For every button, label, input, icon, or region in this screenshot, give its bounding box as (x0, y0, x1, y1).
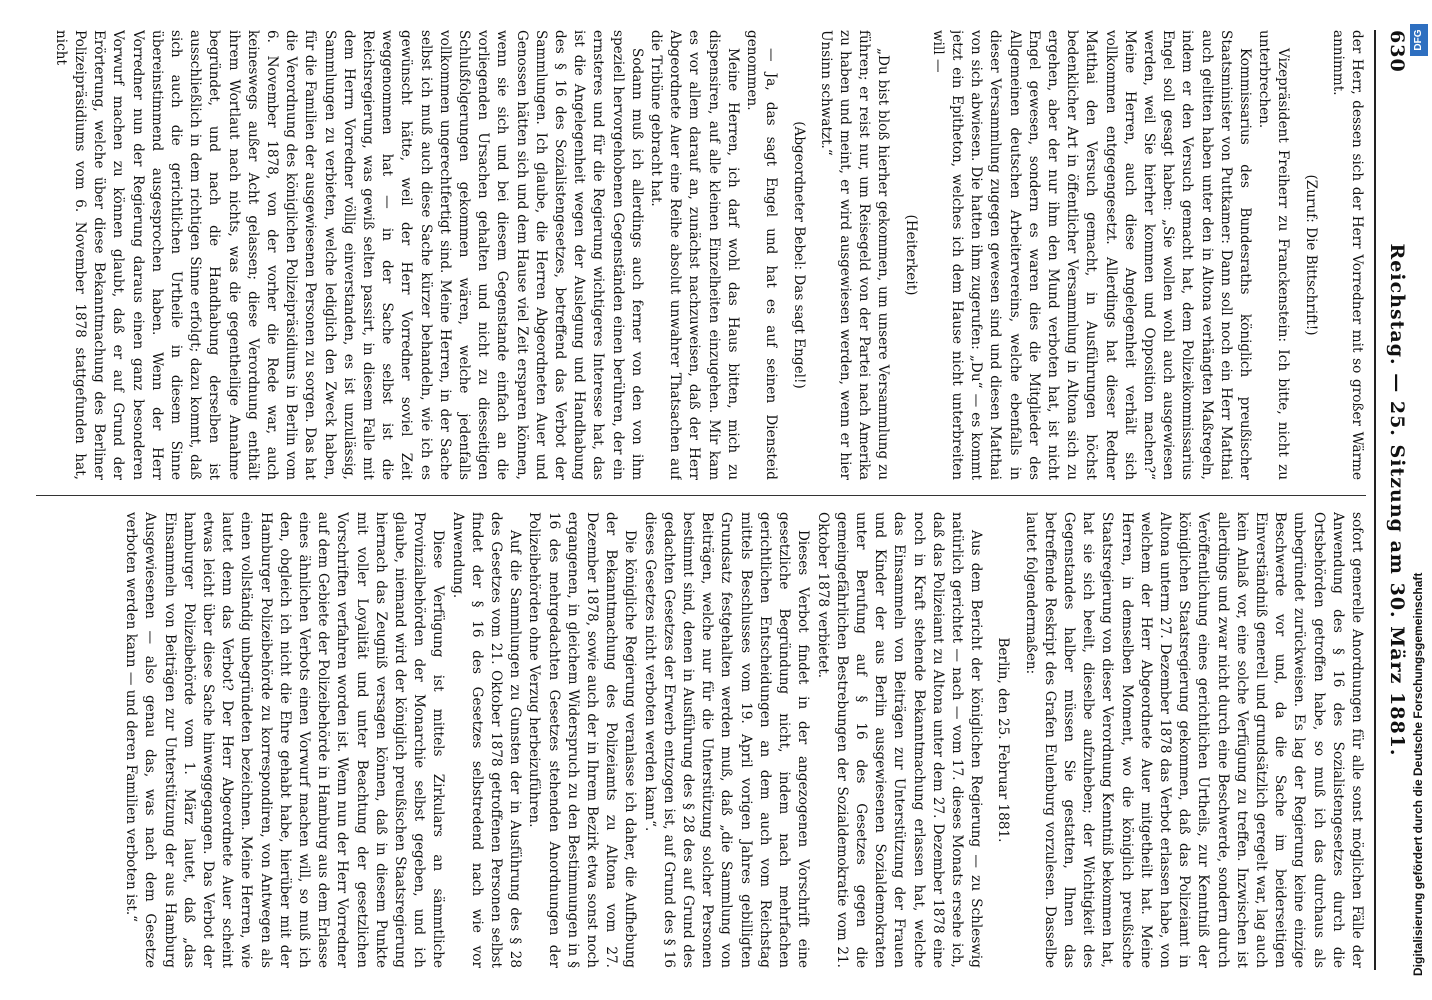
paragraph: Kommissarius des Bundesraths königlich preußischer Staatsminister von Puttkamer: Dann soll noch ein Herr Matthai auch gelitten haben unter den in Altona verhängten Maßregeln, indem er den Versuch gemacht hat, dem Polizeikommissarius Engel soll gesagt haben: „Sie wollen wohl auch ausgewiesen werden, weil Sie hierher kommen und Opposition machen?“ Meine Herren, auch diese Angelegenheit verhält sich vollkommen entgegengesetzt. Allerdings hat dieser Redner Matthai den Versuch gemacht, in Ausführungen höchst bedenklicher Art in öffentlicher Versammlung in Altona sich zu ergehen, aber der nur ihm den Mund verboten hat, ist nicht Engel gewesen, sondern es waren dies die Mitglieder des Allgemeinen deutschen Arbeitervereins, welche ebenfalls in dieser Versammlung zugegen gewesen sind und diesen Matthai von sich abwiesen. Die hatten ihm zugerufen: „Du“ — es kommt jetzt ein Epitheton, welches ich dem Hause nicht unterbreiten will — (929, 30, 1253, 480)
paragraph: Diese Verfügung ist mittels Zirkulars an sämmtliche Provinzialbehörden der Monarchie selbst gegeben, und ich glaube, niemand wird der königlich preußischen Staatsregierung hiernach das Zeugniß versagen können, daß in diesem Punkte mit voller Loyalität und unter Beachtung der gesetzlichen Vorschriften verfahren worden ist. Wenn nun der Herr Vorredner auf dem Gebiete der Polizeibehörde in Hamburg aus dem Erlasse eines ähnlichen Verbots einen Vorwurf machen will, so muß ich den, obgleich ich nicht die Ehre gehabt habe, hierüber mit der Hamburger Polizeibehörde zu korrespondiren, von Antwegen als einen vollständig unbegründeten bezeichnen. Meine Herren, wie lautet denn das Verbot? Der Herr Abgeordnete Auer scheint etwas leicht über diese Sache hinweggegangen. Das Verbot der hamburger Polizeibehörde vom 1. März lautet, daß „das Einsammeln von Beiträgen zur Unterstützung der aus Hamburg Ausgewiesenen — also genau das, was nach dem Gesetze verboten werden kann — und deren Familien verboten ist.“ (123, 512, 447, 968)
interjection: Berlin, den 25. Februar 1881. (995, 637, 1012, 843)
paragraph: Vizepräsident Freiherr zu Franckenstein: Ich bitte, nicht zu unterbrechen. (1256, 30, 1292, 480)
paragraph: sofort generelle Anordnungen für alle sonst möglichen Fälle der Anwendung des § 16 des Sozialistengesetzes durch die Ortsbehörden getroffen habe, so muß ich das durchaus als unbegründet zurückweisen. Es lag der Regierung keine einzige Beschwerde vor und, da die Sache im beiderseitigen Einverständniß generell und grundsätzlich geregelt war, lag auch kein Anlaß vor, eine solche Verfügung zu treffen. Inzwischen ist allerdings und zwar nicht durch eine Beschwerde, sondern durch Veröffentlichung eines gerichtlichen Urtheils, zur Kenntniß der königlichen Staatsregierung gekommen, daß das Polizeiamt in Altona unterm 27. Dezember 1878 das Verbot erlassen habe, von welchem der Herr Abgeordnete Auer mitgetheilt hat. Meine Herren, in demselben Moment, wo die königlich preußische Staatsregierung von dieser Verordnung Kenntniß bekommen hat, hat sie sich beeilt, dieselbe aufzuheben; der Wichtigkeit des Gegenstandes halber müssen Sie gestatten, Ihnen das betreffende Reskript des Grafen Eulenburg vorzulesen. Dasselbe lautet folgendermaßen: (1022, 512, 1365, 968)
interjection: (Heiterkeit) (902, 214, 919, 296)
left-text-column (36, 30, 1366, 480)
interjection: (Zuruf: Die Bittschrift!) (1302, 174, 1319, 336)
page-title: Reichstag. — 25. Sitzung am 30. März 1881. (1386, 243, 1408, 757)
dfg-logo: DFG (1410, 24, 1428, 56)
paragraph: Meine Herren, ich darf wohl das Haus bitten, mich zu dispensiren, auf alle kleinen Einzelheiten einzugehen. Mir kam es vor allem darauf an, zunächst nachzuweisen, daß der Herr Abgeordnete Auer eine Reihe absolut unwahrer Thatsachen auf die Tribüne gebracht hat. (648, 30, 741, 480)
column-divider (36, 495, 1366, 496)
paragraph: Sodann muß ich allerdings auch ferner von den von ihm speziell hervorgehobenen Gegenständen einen berühren, der ein ernsteres und für die Regierung wichtigeres Interesse hat, das ist die Angelegenheit wegen der Auslegung und Handhabung des § 16 des Sozialistengesetzes, betreffend das Verbot der Sammlungen. Ich glaube, die Herren Abgeordneten Auer und Genossen hätten sich und dem Hause viel Zeit ersparen können, wenn sie sich und bei diesem Gegenstande einfach an die vorliegenden Ursachen gehalten und nicht zu diesseitigen Schlußfolgerungen gekommen wären, welche jedenfalls vollkommen ungerechtfertigt sind. Meine Herren, in der Sache selbst ich muß auch diese Sache kürzer behandeln, wie ich es gewünscht hätte, weil der Herr Vorredner soviel Zeit weggenommen hat — in der Sache selbst ist die Reichsregierung, was gewiß selten passirt, in diesem Falle mit dem Herrn Vorredner völlig einverstanden, es ist unzulässig, Sammlungen zu verbieten, welche lediglich den Zweck haben, für die Familien der ausgewiesenen Personen zu sorgen. Das hat die Verordnung des königlichen Polizeipräsidiums in Berlin vom 6. November 1878, von der vorher die Rede war, auch keineswegs außer Acht gelassen; diese Verordnung enthält ihrem Wortlaut nach nichts, was die gegentheilige Annahme begründet, und nach die Handhabung derselben ist ausschließlich in dem richtigen Sinne erfolgt; dazu kommt, daß sich auch die gerichtlichen Urtheile in diesem Sinne übereinstimmend ausgesprochen haben. Wenn der Herr Vorredner nun der Regierung daraus einen ganz besonderen Vorwurf machen zu können glaubt, daß er auf Grund der Erörterung, welche über diese Bekanntmachung des Berliner Polizeipräsidiums vom 6. November 1878 stattgefunden hat, nicht (52, 30, 645, 480)
paragraph: Aus dem Bericht der königlichen Regierung — zu Schleswig natürlich gerichtet — nach — vom 17. dieses Monats ersehe ich, daß das Polizeiamt zu Altona unter dem 27. Dezember 1878 eine noch in Kraft stehende Bekanntmachung erlassen hat, welche das Einsammeln von Beiträgen zur Unterstützung der Frauen und Kinder der aus Berlin ausgewiesenen Sozialdemokraten unter Berufung auf § 16 des Gesetzes gegen die gemeingefährlichen Bestrebungen der Sozialdemokratie vom 21. Oktober 1878 verbietet. (814, 512, 985, 968)
header-rule (1374, 30, 1376, 970)
paragraph: — Ja, das sagt Engel und hat es auf seinen Diensteid genommen. (744, 30, 780, 480)
right-text-column (36, 512, 1366, 968)
paragraph: Dieses Verbot findet in der angezogenen Vorschrift eine gesetzliche Begründung nicht, indem nach mehrfachen gerichtlichen Entscheidungen an dem auch vom Reichstag mittels Beschlusses vom 19. April vorigen Jahres gebilligten Grundsatz festgehalten werden muß, daß „die Sammlung von Beiträgen, welche nur für die Unterstützung solcher Personen bestimmt sind, denen in Ausführung des § 28 des auf Grund des gedachten Gesetzes der Erwerb entzogen ist, auf Grund des § 16 dieses Gesetzes nicht verboten werden kann“. (641, 512, 812, 968)
funding-credit-text: Digitalisierung gefördert durch die Deutsche Forschungsgemeinschaft (1411, 572, 1425, 976)
paragraph: Die königliche Regierung veranlasse ich daher, die Aufhebung der Bekanntmachung des Polizeiamts zu Altona vom 27. Dezember 1878, sowie auch der in Ihrem Bezirk etwa sonst noch ergangenen, in gleichem Widerspruch zu den Bestimmungen in § 16 des mehrgedachten Gesetzes stehenden Anordnungen der Polizeibehörden ohne Verzug herbeizuführen. (526, 512, 639, 968)
paragraph: Auf die Sammlungen zu Gunsten der in Ausführung des § 28 des Gesetzes vom 21. Oktober 1878 getroffenen Personen selbst findet der § 16 des Gesetzes selbstredend nach wie vor Anwendung. (449, 512, 524, 968)
paragraph: der Herr, dessen sich der Herr Vorredner mit so großer Wärme annimmt. (1329, 30, 1365, 480)
paragraph: „Du bist bloß hierher gekommen, um unsere Versammlung zu führen; er reist nur, um Reisegeld von der Partei nach Amerika zu haben und meint, er wird ausgewiesen werden, wenn er hier Unsinn schwatzt.“ (817, 30, 892, 480)
interjection: (Abgeordneter Bebel: Das sagt Engel!) (790, 121, 807, 389)
page-number: 630 (1386, 30, 1408, 73)
funding-credit (1406, 24, 1430, 976)
